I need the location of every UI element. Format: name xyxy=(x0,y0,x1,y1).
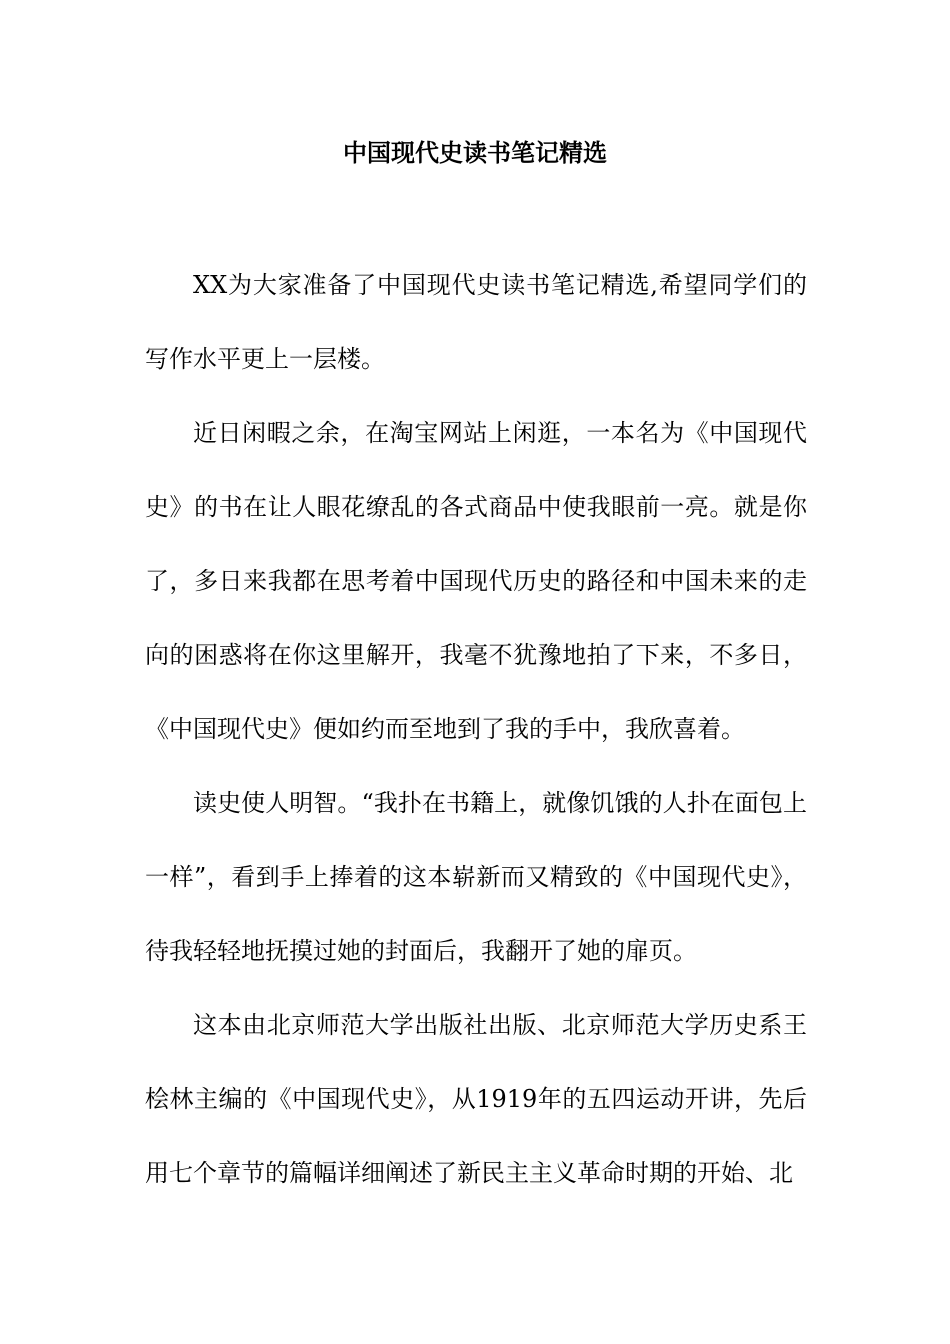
document-title: 中国现代史读书笔记精选 xyxy=(343,138,607,167)
document-body xyxy=(145,248,807,1210)
paragraph-purchase: 近日闲暇之余，在淘宝网站上闲逛，一本名为《中国现代史》的书在让人眼花缭乱的各式商品中使我眼前一亮。就是你了，多日来我都在思考着中国现代历史的路径和中国未来的走向的困惑将在你这里解开，我毫不犹豫地拍了下来，不多日，《中国现代史》便如约而至地到了我的手中，我欣喜着。 xyxy=(145,419,807,743)
paragraph-intro: XX为大家准备了中国现代史读书笔记精选,希望同学们的写作水平更上一层楼。 xyxy=(145,271,807,373)
paragraph-book-info: 这本由北京师范大学出版社出版、北京师范大学历史系王桧林主编的《中国现代史》，从1919年的五四运动开讲，先后用七个章节的篇幅详细阐述了新民主主义革命时期的开始、北 xyxy=(145,1011,807,1187)
paragraph-reading: 读史使人明智。“我扑在书籍上，就像饥饿的人扑在面包上一样”，看到手上捧着的这本崭新而又精致的《中国现代史》，待我轻轻地抚摸过她的封面后，我翻开了她的扉页。 xyxy=(145,789,807,965)
